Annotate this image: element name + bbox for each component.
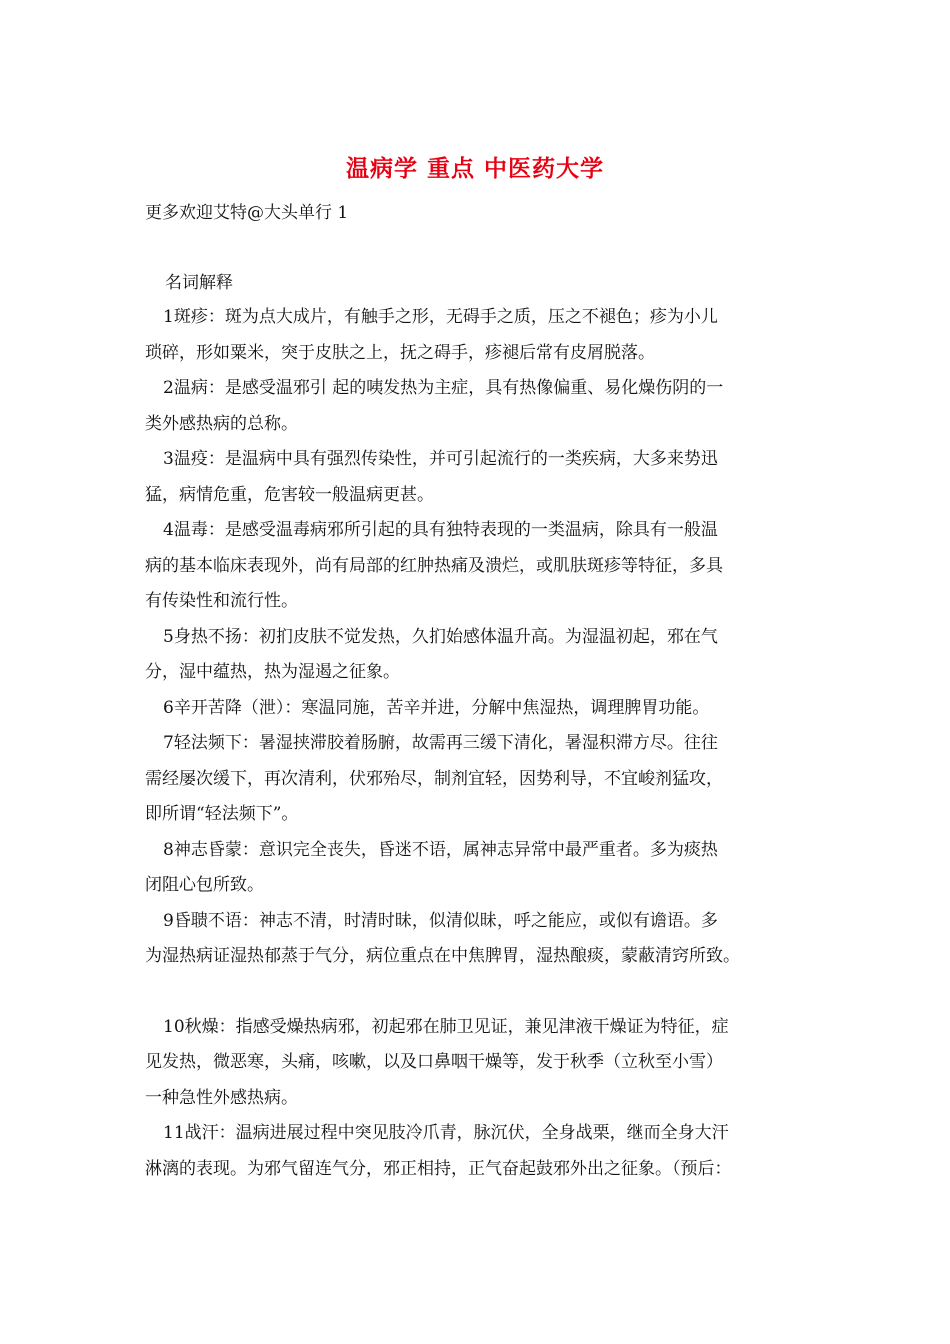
- definition-line: 9昏聩不语：神志不清，时清时昧，似清似昧，呼之能应，或似有谵语。多: [163, 910, 718, 931]
- definition-entry: [145, 726, 810, 833]
- section-heading: 名词解释: [165, 273, 233, 293]
- definition-line: 即所谓“轻法频下”。: [145, 804, 299, 824]
- definition-entry: [145, 904, 810, 975]
- definition-line: 需经屡次缓下，再次清利，伏邪殆尽，制剂宜轻，因势利导，不宜峻剂猛攻，: [145, 768, 723, 789]
- definition-line: 琐碎，形如粟米，突于皮肤之上，抚之碍手，疹褪后常有皮屑脱落。: [145, 342, 655, 363]
- definition-line: 2温病：是感受温邪引 起的咦发热为主症，具有热像偏重、易化燥伤阴的一: [163, 378, 724, 398]
- definition-entry: [145, 300, 810, 371]
- definition-entry: [145, 442, 810, 513]
- definitions-list: [145, 300, 810, 1187]
- definition-line: 11战汗：温病进展过程中突见肢冷爪青，脉沉伏，全身战栗，继而全身大汗: [163, 1123, 729, 1143]
- definition-entry: [145, 691, 810, 727]
- definition-line: 猛，病情危重，危害较一般温病更甚。: [145, 484, 434, 505]
- definition-line: 为湿热病证湿热郁蒸于气分，病位重点在中焦脾胃，湿热酿痰，蒙蔽清窍所致。: [145, 946, 740, 966]
- document-subtitle: 更多欢迎艾特@大头单行 1: [145, 203, 349, 223]
- definition-line: 3温疫：是温病中具有强烈传染性，并可引起流行的一类疾病，大多来势迅: [163, 449, 718, 469]
- definition-entry: [145, 513, 810, 620]
- definition-line: 一种急性外感热病。: [145, 1087, 298, 1108]
- definition-line: 6辛开苦降（泄）：寒温同施，苦辛并进，分解中焦湿热，调理脾胃功能。: [163, 697, 710, 718]
- definition-line: 类外感热病的总称。: [145, 413, 298, 434]
- document-title: 温病学 重点 中医药大学: [345, 155, 604, 182]
- definition-entry: [145, 1010, 810, 1117]
- definition-line: 淋漓的表现。为邪气留连气分，邪正相持，正气奋起鼓邪外出之征象。（预后：: [145, 1158, 732, 1179]
- definition-entry: [145, 833, 810, 904]
- definition-entry: [145, 620, 810, 691]
- definition-line: 5身热不扬：初扪皮肤不觉发热，久扪始感体温升高。为湿温初起，邪在气: [163, 626, 718, 647]
- definition-line: 4温毒：是感受温毒病邪所引起的具有独特表现的一类温病，除具有一般温: [163, 520, 718, 540]
- definition-line: 10秋燥：指感受燥热病邪，初起邪在肺卫见证，兼见津液干燥证为特征，症: [163, 1016, 729, 1037]
- paragraph-spacer: [145, 975, 810, 1010]
- definition-line: 闭阻心包所致。: [145, 875, 264, 895]
- definition-line: 有传染性和流行性。: [145, 591, 298, 611]
- definition-line: 1斑疹：斑为点大成片，有触手之形，无碍手之质，压之不褪色；疹为小儿: [163, 307, 718, 327]
- definition-line: 8神志昏蒙：意识完全丧失，昏迷不语，属神志异常中最严重者。多为痰热: [163, 839, 718, 860]
- definition-line: 病的基本临床表现外，尚有局部的红肿热痛及溃烂，或肌肤斑疹等特征，多具: [145, 555, 723, 576]
- definition-entry: [145, 1116, 810, 1187]
- definition-entry: [145, 371, 810, 442]
- definition-line: 分，湿中蕴热，热为湿遏之征象。: [145, 662, 400, 682]
- definition-line: 见发热，微恶寒，头痛，咳嗽，以及口鼻咽干燥等，发于秋季（立秋至小雪）: [145, 1052, 723, 1072]
- definition-line: 7轻法频下：暑湿挟滞胶着肠腑，故需再三缓下清化，暑湿积滞方尽。往往: [163, 733, 718, 753]
